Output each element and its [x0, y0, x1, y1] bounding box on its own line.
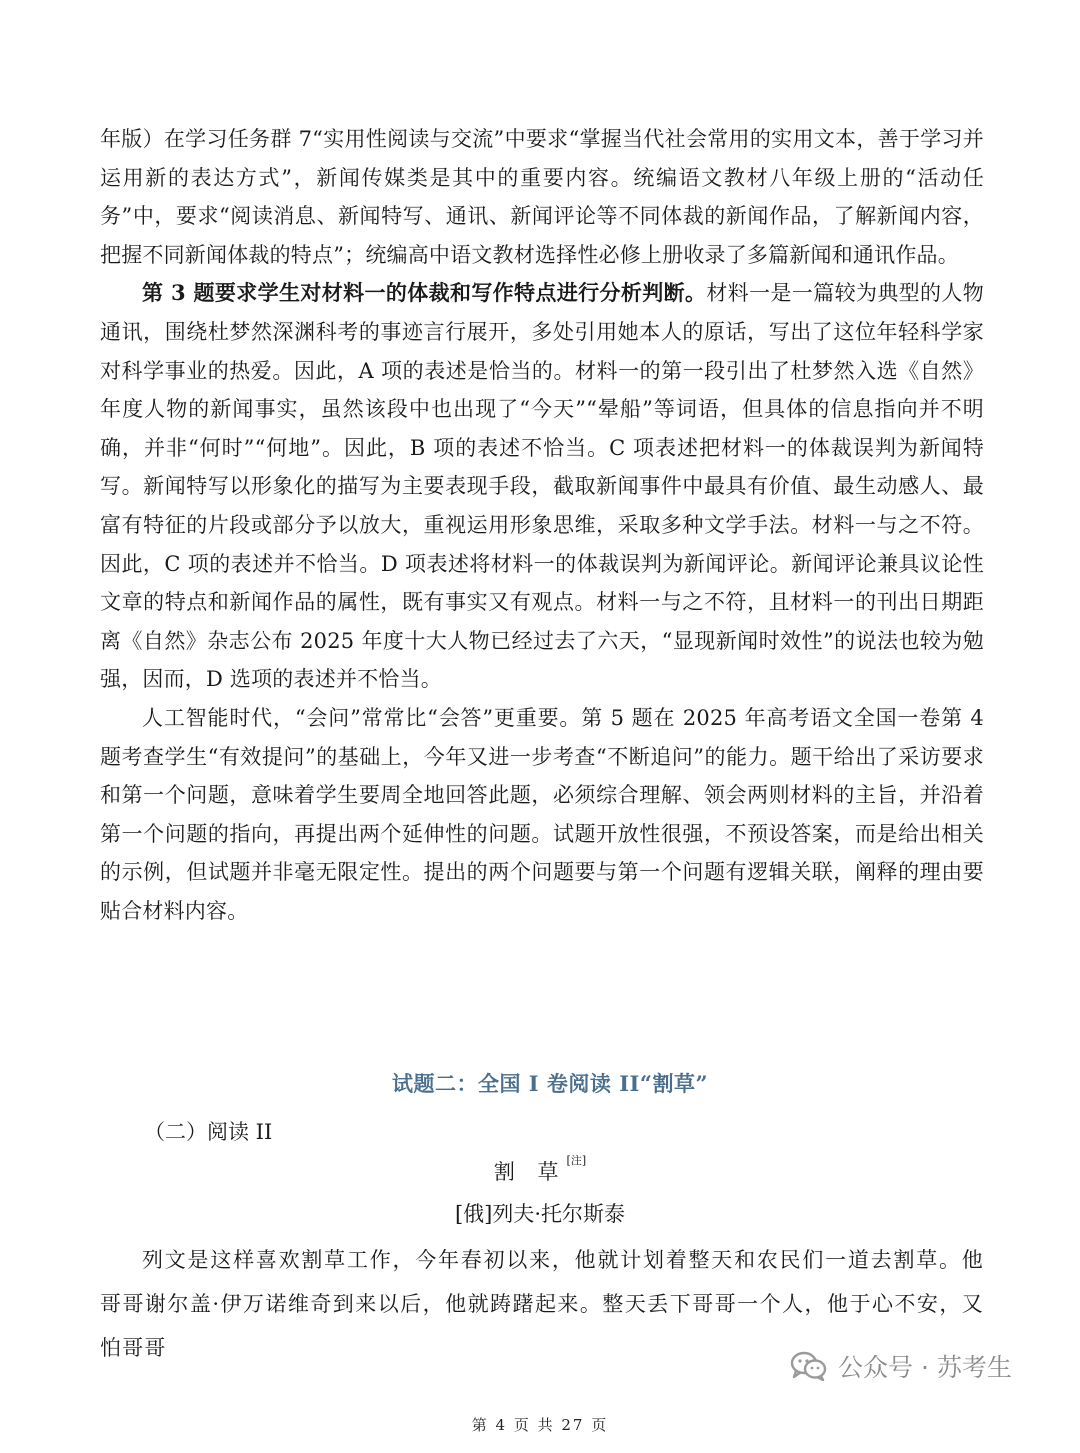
paragraph-question-3-lead: 第 3 题要求学生对材料一的体裁和写作特点进行分析判断。	[142, 280, 707, 306]
story-author: [俄]列夫·托尔斯泰	[454, 1202, 626, 1226]
page-number: 第 4 页 共 27 页	[471, 1416, 609, 1434]
body-text	[100, 120, 984, 930]
paragraph-question-3-body: 材料一是一篇较为典型的人物通讯，围绕杜梦然深渊科考的事迹言行展开，多处引用她本人的原话，写出了这位年轻科学家对科学事业的热爱。因此，A 项的表述是恰当的。材料一的第一段引出了杜梦然入选《自然》年度人物的新闻事实，虽然该段中也出现了“今天”“晕船”等词语，但具体的信息指向并不明确，并非“何时”“何地”。因此，B 项的表述不恰当。C 项表述把材料一的体裁误判为新闻特写。新闻特写以形象化的描写为主要表现手段，截取新闻事件中最具有价值、最生动感人、最富有特征的片段或部分予以放大，重视运用形象思维，采取多种文学手法。材料一与之不符。因此，C 项的表述并不恰当。D 项表述将材料一的体裁误判为新闻评论。新闻评论兼具议论性文章的特点和新闻作品的属性，既有事实又有观点。材料一与之不符，且材料一的刊出日期距离《自然》杂志公布 2025 年度十大人物已经过去了六天，“显现新闻时效性”的说法也较为勉强，因而，D 选项的表述并不恰当。	[100, 281, 984, 692]
story-title	[0, 1156, 1080, 1186]
story-title-text: 割 草	[493, 1160, 567, 1184]
footnote-mark: [注]	[566, 1154, 587, 1167]
watermark-text: 公众号 · 苏考生	[838, 1353, 1012, 1382]
story-paragraph: 列文是这样喜欢割草工作，今年春初以来，他就计划着整天和农民们一道去割草。他哥哥谢尔盖·伊万诺维奇到来以后，他就踌躇起来。整天丢下哥哥一个人，他于心不安，又怕哥哥	[100, 1248, 984, 1360]
paragraph-question-3	[100, 274, 984, 699]
paragraph-question-5: 人工智能时代，“会问”常常比“会答”更重要。第 5 题在 2025 年高考语文全国一卷第 4 题考查学生“有效提问”的基础上，今年又进一步考查“不断追问”的能力。题干给出了采访要求和第一个问题，意味着学生要周全地回答此题，必须综合理解、领会两则材料的主旨，并沿着第一个问题的指向，再提出两个延伸性的问题。试题开放性很强，不预设答案，而是给出相关的示例，但试题并非毫无限定性。提出的两个问题要与第一个问题有逻辑关联，阐释的理由要贴合材料内容。	[100, 705, 984, 923]
section-heading: 试题二：全国 I 卷阅读 II“割草”	[391, 1071, 709, 1096]
sub-heading: （二）阅读 II	[144, 1120, 273, 1144]
watermark	[790, 1348, 1012, 1384]
paragraph-curriculum: 年版）在学习任务群 7“实用性阅读与交流”中要求“掌握当代社会常用的实用文本，善于学习并运用新的表达方式”，新闻传媒类是其中的重要内容。统编语文教材八年级上册的“活动任务”中，要求“阅读消息、新闻特写、通讯、新闻评论等不同体裁的新闻作品，了解新闻内容，把握不同新闻体裁的特点”；统编高中语文教材选择性必修上册收录了多篇新闻和通讯作品。	[100, 127, 984, 267]
wechat-logo-icon	[790, 1351, 828, 1381]
